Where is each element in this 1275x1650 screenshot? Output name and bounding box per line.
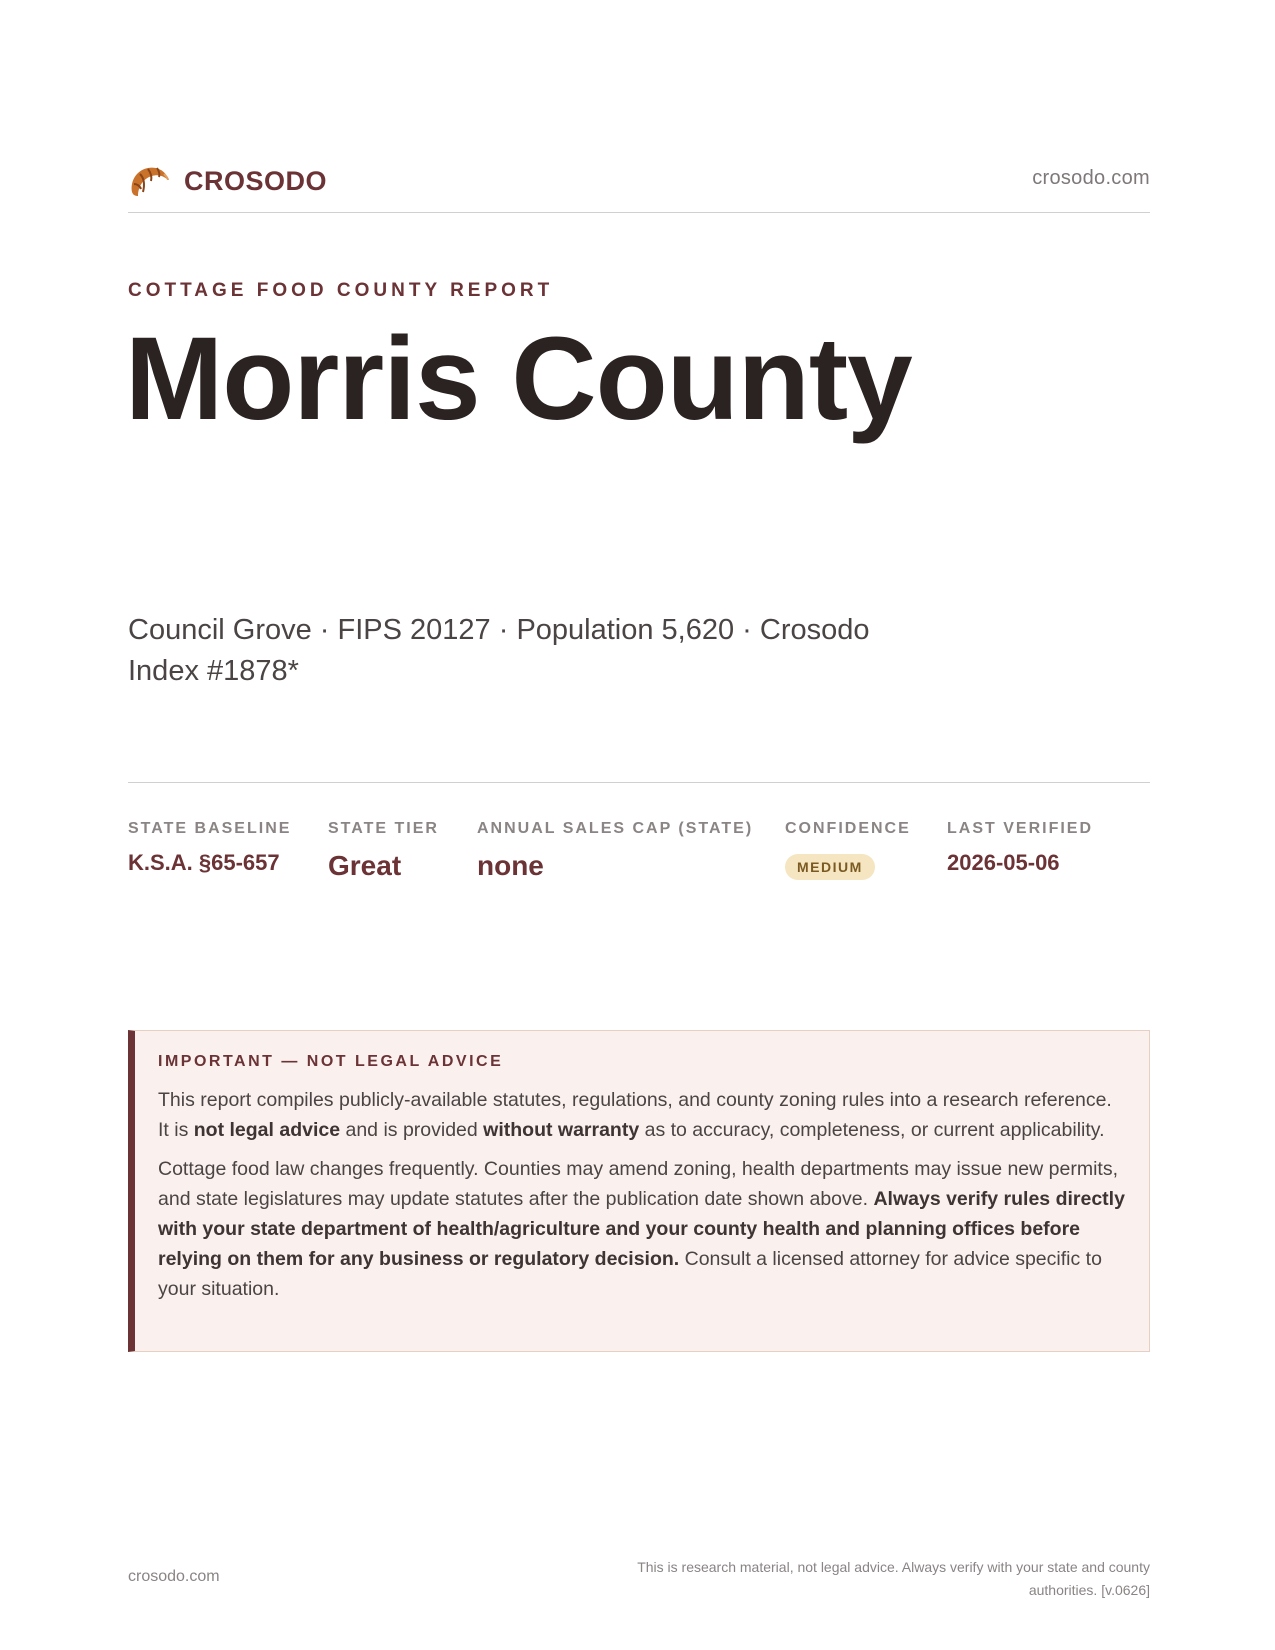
- legal-notice: [128, 1030, 1150, 1352]
- confidence-badge: MEDIUM: [785, 854, 875, 880]
- stat-label: LAST VERIFIED: [947, 820, 1094, 837]
- stat-label: STATE TIER: [328, 820, 439, 837]
- stat-value: 2026-05-06: [947, 850, 1060, 875]
- stat-label: CONFIDENCE: [785, 820, 911, 837]
- notice-text: Cottage food law changes frequently. Counties may amend zoning, health departments may issue new permits, and state legislatures may update statutes after the publication date shown above.: [158, 1158, 1118, 1210]
- stat-label: STATE BASELINE: [128, 820, 292, 837]
- stat-value: Great: [328, 850, 402, 881]
- page-header: [128, 158, 1150, 213]
- footer-site[interactable]: crosodo.com: [128, 1568, 220, 1585]
- notice-text: and is provided: [340, 1119, 484, 1141]
- stat-annual-sales-cap: [477, 820, 753, 882]
- stat-last-verified: [947, 820, 1093, 876]
- stat-value: none: [477, 850, 544, 881]
- stat-confidence: [785, 820, 911, 880]
- brand-name: CROSODO: [184, 165, 328, 196]
- notice-emphasis: without warranty: [483, 1119, 640, 1141]
- stat-state-tier: [328, 820, 439, 882]
- notice-text: This report compiles publicly-available statutes, regulations, and county zoning rules into a research reference. It is: [158, 1089, 1112, 1141]
- croissant-logo-icon: [128, 162, 170, 200]
- notice-emphasis: not legal advice: [193, 1119, 341, 1141]
- notice-paragraph-1: [158, 1085, 1127, 1145]
- page-title: Morris County: [125, 313, 912, 445]
- stat-state-baseline: [128, 820, 291, 876]
- notice-text: Consult a licensed attorney for advice specific to your situation.: [158, 1248, 1102, 1300]
- footer-disclaimer: This is research material, not legal advice. Always verify with your state and county authorities. [v.0626]: [637, 1559, 1150, 1598]
- stat-value: K.S.A. §65-657: [128, 850, 280, 875]
- report-subtitle: Council Grove · FIPS 20127 · Population 5,620 · Crosodo Index #1878*: [128, 614, 870, 687]
- notice-text: as to accuracy, completeness, or current applicability.: [639, 1119, 1105, 1141]
- divider: [128, 782, 1150, 783]
- stat-label: ANNUAL SALES CAP (STATE): [477, 820, 754, 837]
- brand[interactable]: [128, 162, 327, 200]
- notice-paragraph-2: [158, 1154, 1127, 1304]
- site-link[interactable]: crosodo.com: [1032, 167, 1150, 189]
- report-eyebrow: COTTAGE FOOD COUNTY REPORT: [128, 280, 554, 301]
- notice-heading: IMPORTANT — NOT LEGAL ADVICE: [158, 1053, 504, 1070]
- notice-emphasis: Always verify rules directly with your state department of health/agriculture and your county health and planning offices before relying on them for any business or regulatory decision.: [158, 1188, 1125, 1270]
